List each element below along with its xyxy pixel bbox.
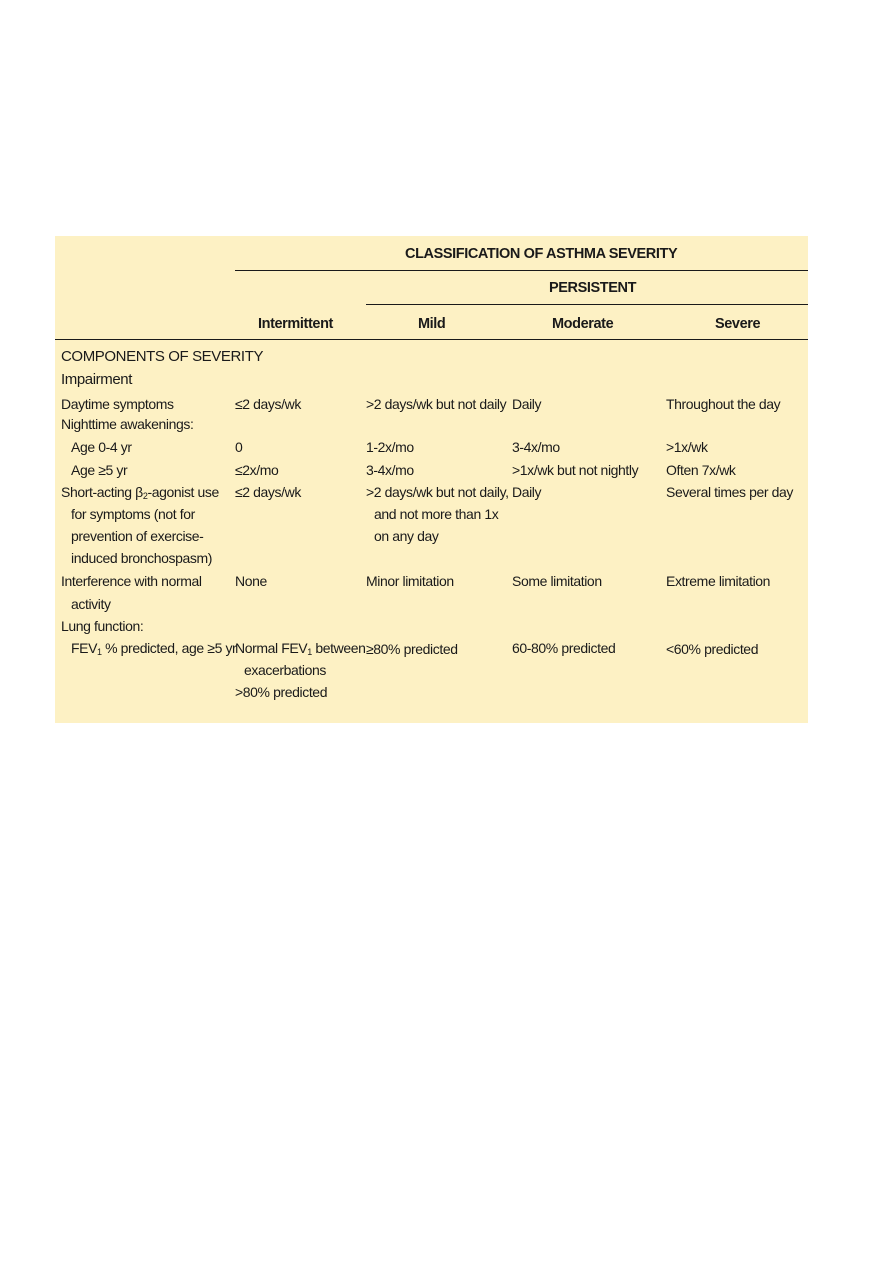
- saba-label-line3: prevention of exercise-: [71, 528, 204, 544]
- age04-label: Age 0-4 yr: [71, 439, 132, 455]
- age04-severe: >1x/wk: [666, 439, 708, 455]
- col-mild: Mild: [418, 316, 446, 332]
- table-title: CLASSIFICATION OF ASTHMA SEVERITY: [405, 246, 678, 262]
- col-moderate: Moderate: [552, 316, 614, 332]
- daytime-label: Daytime symptoms: [61, 396, 174, 412]
- fev-intermittent-line1: [235, 638, 365, 662]
- col-intermittent: Intermittent: [258, 316, 333, 332]
- fev-int-sub: 1: [307, 647, 312, 657]
- saba-moderate: Daily: [512, 484, 542, 500]
- saba-intermittent: ≤2 days/wk: [235, 484, 301, 500]
- fev-label: [61, 638, 236, 662]
- age5-severe: Often 7x/wk: [666, 462, 736, 478]
- age04-intermittent: 0: [235, 439, 243, 455]
- fev-label-a: FEV: [71, 640, 98, 656]
- interference-severe: Extreme limitation: [666, 573, 771, 589]
- saba-label-line4: induced bronchospasm): [71, 550, 213, 566]
- interference-mild: Minor limitation: [366, 573, 454, 589]
- age5-moderate: >1x/wk but not nightly: [512, 462, 639, 478]
- fev-int-b: between: [311, 640, 366, 656]
- title-rule: [235, 270, 808, 271]
- saba-label-b: -agonist use: [147, 484, 219, 500]
- impairment-heading: Impairment: [61, 371, 133, 388]
- lung-function-heading: Lung function:: [61, 618, 144, 634]
- header-rule: [55, 339, 808, 340]
- daytime-moderate: Daily: [512, 396, 542, 412]
- fev-label-sub: 1: [97, 647, 102, 657]
- age5-label: Age ≥5 yr: [71, 462, 128, 478]
- persistent-rule: [366, 304, 808, 305]
- fev-moderate: 60-80% predicted: [512, 640, 616, 656]
- fev-int-a: Normal FEV: [235, 640, 308, 656]
- age5-mild: 3-4x/mo: [366, 462, 414, 478]
- saba-label-line2: for symptoms (not for: [71, 506, 195, 522]
- daytime-severe: Throughout the day: [666, 396, 781, 412]
- age04-mild: 1-2x/mo: [366, 439, 414, 455]
- interference-intermittent: None: [235, 573, 267, 589]
- saba-mild-line2: and not more than 1x: [374, 506, 499, 522]
- saba-label-a: Short-acting β: [61, 484, 143, 500]
- fev-label-b: % predicted, age ≥5 yr: [101, 640, 237, 656]
- persistent-header: PERSISTENT: [549, 280, 637, 296]
- interference-label-line1: Interference with normal: [61, 573, 202, 589]
- interference-label-line2: activity: [71, 596, 111, 612]
- fev-intermittent-line2: exacerbations: [244, 662, 326, 678]
- fev-intermittent-line3: >80% predicted: [235, 684, 328, 700]
- saba-label-line1: [61, 482, 219, 506]
- saba-label-sub: 2: [142, 491, 148, 501]
- interference-moderate: Some limitation: [512, 573, 602, 589]
- nighttime-label: Nighttime awakenings:: [61, 416, 194, 432]
- saba-mild-line1: >2 days/wk but not daily,: [366, 484, 509, 500]
- saba-mild-line3: on any day: [374, 528, 439, 544]
- fev-severe: <60% predicted: [666, 641, 759, 657]
- asthma-severity-table: [55, 236, 808, 723]
- age5-intermittent: ≤2x/mo: [235, 462, 279, 478]
- fev-mild: ≥80% predicted: [366, 641, 458, 657]
- age04-moderate: 3-4x/mo: [512, 439, 560, 455]
- daytime-intermittent: ≤2 days/wk: [235, 396, 301, 412]
- components-heading: COMPONENTS OF SEVERITY: [61, 348, 264, 365]
- saba-severe: Several times per day: [666, 484, 793, 500]
- col-severe: Severe: [715, 316, 761, 332]
- daytime-mild: >2 days/wk but not daily: [366, 396, 507, 412]
